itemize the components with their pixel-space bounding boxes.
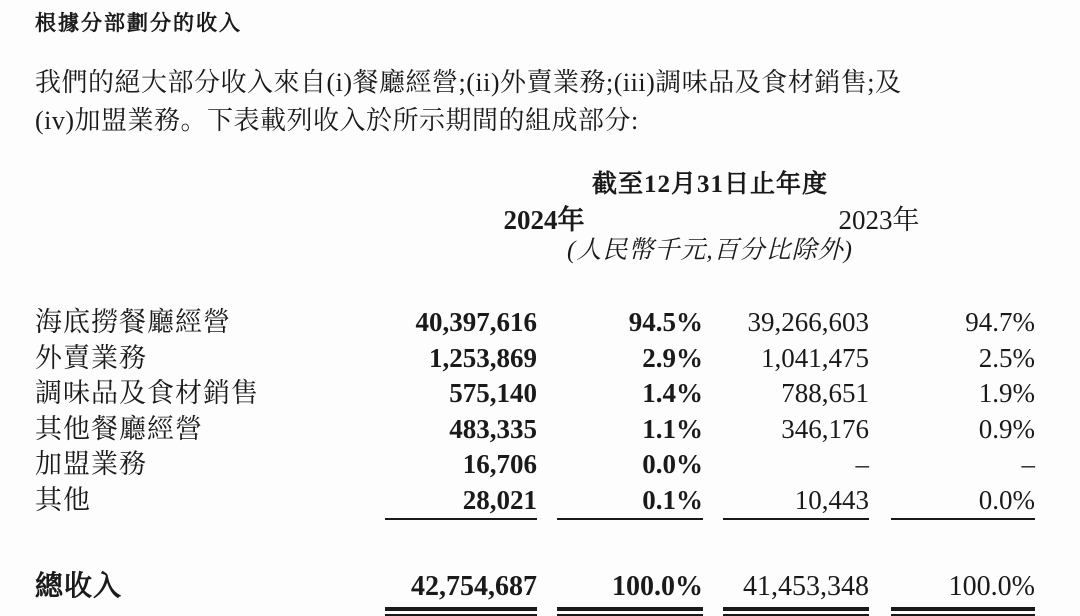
row-label: 海底撈餐廳經營 xyxy=(35,307,231,337)
total-pct-2023-cell: 100.0% xyxy=(948,571,1035,602)
row-label: 調味品及食材銷售 xyxy=(35,378,259,408)
pct-2024-cell: 0.0% xyxy=(642,449,703,479)
pct-2023-cell: 94.7% xyxy=(965,307,1035,337)
year-header-row xyxy=(35,204,1035,236)
amount-2023-cell: 346,176 xyxy=(781,413,869,444)
table-row-franchise xyxy=(35,447,1035,483)
pct-2023-cell: – xyxy=(1021,449,1035,479)
table-row-other-restaurants xyxy=(35,412,1035,448)
amount-2024-cell: 40,397,616 xyxy=(415,307,537,337)
table-row-delivery xyxy=(35,341,1035,377)
row-label: 外賣業務 xyxy=(35,342,147,373)
intro-paragraph xyxy=(35,64,1045,140)
pct-2023-cell: 0.9% xyxy=(978,413,1035,444)
double-rule xyxy=(891,607,1035,616)
amount-2023-cell: – xyxy=(855,449,869,479)
amount-2024-cell: 16,706 xyxy=(462,449,537,479)
amount-2024-cell: 1,253,869 xyxy=(429,342,537,373)
revenue-table xyxy=(35,170,1045,616)
intro-line-2: (iv)加盟業務。下表載列收入於所示期間的組成部分: xyxy=(35,106,639,135)
col-header-2023: 2023年 xyxy=(838,205,920,235)
row-label: 其他 xyxy=(35,484,91,515)
amount-2024-cell: 28,021 xyxy=(462,484,537,515)
pct-2023-cell: 0.0% xyxy=(978,484,1035,515)
pct-2024-cell: 94.5% xyxy=(628,307,703,337)
amount-2023-cell: 788,651 xyxy=(781,378,869,408)
pct-2024-cell: 0.1% xyxy=(642,484,703,515)
row-label: 其他餐廳經營 xyxy=(35,413,203,444)
pct-2024-cell: 1.4% xyxy=(642,378,703,408)
table-row-haidilao-restaurant xyxy=(35,305,1035,341)
table-row-condiments xyxy=(35,376,1035,412)
pct-2023-cell: 1.9% xyxy=(978,378,1035,408)
pct-2024-cell: 2.9% xyxy=(642,342,703,373)
amount-2024-cell: 483,335 xyxy=(449,413,537,444)
row-label: 加盟業務 xyxy=(35,449,147,479)
intro-line-1: 我們的絕大部分收入來自(i)餐廳經營;(ii)外賣業務;(iii)調味品及食材銷售;及 xyxy=(35,68,902,97)
amount-2023-cell: 1,041,475 xyxy=(761,342,869,373)
double-rule xyxy=(557,607,703,616)
double-rule-row xyxy=(35,607,1035,616)
amount-2023-cell: 10,443 xyxy=(794,484,869,515)
pct-2024-cell: 1.1% xyxy=(642,413,703,444)
total-spacer xyxy=(35,522,1035,572)
total-pct-2024-cell: 100.0% xyxy=(612,571,703,602)
total-row xyxy=(35,572,1035,602)
total-label: 總收入 xyxy=(35,571,123,602)
double-rule xyxy=(385,607,537,616)
period-header: 截至12月31日止年度 xyxy=(591,171,828,198)
col-header-2024: 2024年 xyxy=(503,205,585,235)
amount-2023-cell: 39,266,603 xyxy=(747,307,869,337)
pct-2023-cell: 2.5% xyxy=(978,342,1035,373)
total-amount-2023-cell: 41,453,348 xyxy=(743,571,869,602)
page-title: 根據分部劃分的收入 xyxy=(35,11,242,35)
total-amount-2024-cell: 42,754,687 xyxy=(411,571,537,602)
table-row-others xyxy=(35,483,1035,519)
unit-note: (人民幣千元,百分比除外) xyxy=(567,237,853,264)
amount-2024-cell: 575,140 xyxy=(449,378,537,408)
double-rule xyxy=(723,607,869,616)
header-spacer xyxy=(35,270,1035,305)
